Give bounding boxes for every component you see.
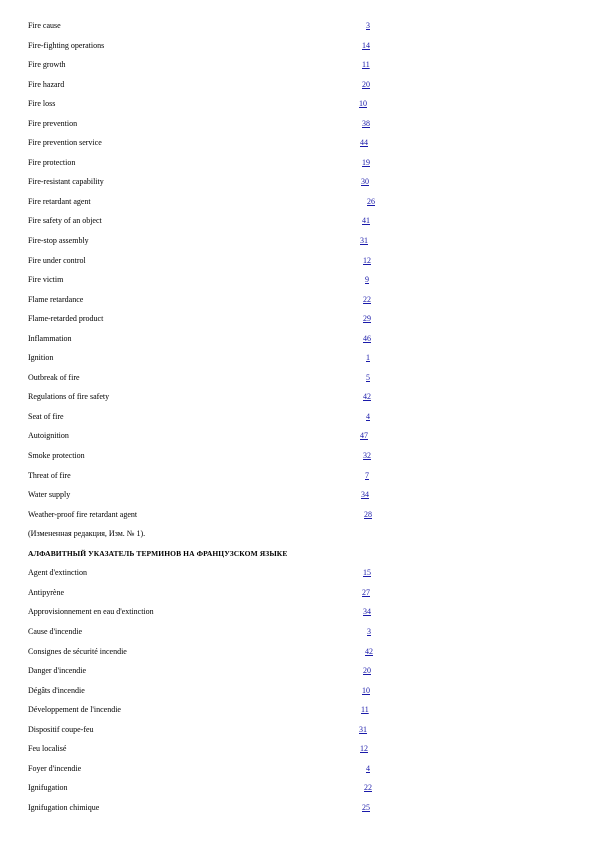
term-number-link[interactable]: 12 xyxy=(360,744,368,754)
index-row-en-16 xyxy=(0,329,595,349)
index-row-en-24 xyxy=(0,485,595,505)
term-number-link[interactable]: 42 xyxy=(363,392,371,402)
index-row-en-20 xyxy=(0,407,595,427)
index-row-fr-10 xyxy=(0,759,595,779)
term-index xyxy=(0,16,595,817)
index-term: Seat of fire xyxy=(28,411,64,421)
term-number-link[interactable]: 42 xyxy=(365,646,373,656)
term-number-link[interactable]: 34 xyxy=(361,490,369,500)
index-term: Consignes de sécurité incendie xyxy=(28,646,127,656)
index-row-fr-12 xyxy=(0,798,595,818)
index-row-fr-9 xyxy=(0,739,595,759)
term-number-link[interactable]: 32 xyxy=(363,451,371,461)
section-heading: АЛФАВИТНЫЙ УКАЗАТЕЛЬ ТЕРМИНОВ НА ФРАНЦУЗСКОМ ЯЗЫКЕ xyxy=(28,548,288,558)
index-term: Inflammation xyxy=(28,333,72,343)
index-term: Ignifugation chimique xyxy=(28,802,100,812)
index-term: Autoignition xyxy=(28,431,69,441)
term-number-link[interactable]: 4 xyxy=(366,763,370,773)
term-number-link[interactable]: 22 xyxy=(364,783,372,793)
index-term: Outbreak of fire xyxy=(28,372,80,382)
index-row-fr-3 xyxy=(0,622,595,642)
index-term: Fire protection xyxy=(28,157,76,167)
index-row-en-2 xyxy=(0,55,595,75)
index-row-en-17 xyxy=(0,348,595,368)
index-row-en-22 xyxy=(0,446,595,466)
term-number-link[interactable]: 31 xyxy=(359,724,367,734)
term-number-link[interactable]: 10 xyxy=(359,99,367,109)
index-row-en-4 xyxy=(0,94,595,114)
index-term: Fire under control xyxy=(28,255,86,265)
term-number-link[interactable]: 11 xyxy=(361,705,369,715)
term-number-link[interactable]: 30 xyxy=(361,177,369,187)
index-term: Regulations of fire safety xyxy=(28,392,110,402)
term-number-link[interactable]: 3 xyxy=(366,21,370,30)
index-row-en-25 xyxy=(0,505,595,525)
term-number-link[interactable]: 11 xyxy=(362,60,370,70)
index-term: Flame-retarded product xyxy=(28,314,104,324)
index-row-en-13 xyxy=(0,270,595,290)
term-number-link[interactable]: 26 xyxy=(367,196,375,206)
index-row-fr-1 xyxy=(0,583,595,603)
index-row-en-10 xyxy=(0,211,595,231)
index-term: Fire-fighting operations xyxy=(28,40,105,50)
term-number-link[interactable]: 34 xyxy=(363,607,371,617)
term-number-link[interactable]: 4 xyxy=(366,411,370,421)
term-number-link[interactable]: 29 xyxy=(363,314,371,324)
index-term: Foyer d'incendie xyxy=(28,763,82,773)
index-term: Fire victim xyxy=(28,275,64,285)
index-term: Antipyrène xyxy=(28,587,64,597)
term-number-link[interactable]: 31 xyxy=(360,236,368,246)
term-number-link[interactable]: 28 xyxy=(364,509,372,519)
index-term: Flame retardance xyxy=(28,294,84,304)
term-number-link[interactable]: 22 xyxy=(363,294,371,304)
term-number-link[interactable]: 46 xyxy=(363,333,371,343)
index-term: Feu localisé xyxy=(28,744,67,754)
index-term: Smoke protection xyxy=(28,451,85,461)
index-row-fr-8 xyxy=(0,720,595,740)
index-term: Weather-proof fire retardant agent xyxy=(28,509,138,519)
index-term: Danger d'incendie xyxy=(28,666,87,676)
index-row-en-11 xyxy=(0,231,595,251)
index-row-en-12 xyxy=(0,251,595,271)
term-number-link[interactable]: 20 xyxy=(362,79,370,89)
index-term: Ignition xyxy=(28,353,54,363)
french-heading-row xyxy=(0,544,595,564)
index-row-en-15 xyxy=(0,309,595,329)
index-term: Fire prevention service xyxy=(28,138,102,148)
index-row-en-1 xyxy=(0,36,595,56)
term-number-link[interactable]: 15 xyxy=(363,568,371,578)
index-term: Développement de l'incendie xyxy=(28,705,121,715)
index-term: Fire prevention xyxy=(28,118,78,128)
index-row-en-6 xyxy=(0,133,595,153)
term-number-link[interactable]: 27 xyxy=(362,587,370,597)
index-row-en-18 xyxy=(0,368,595,388)
amendment-note: (Измененная редакция, Изм. № 1). xyxy=(28,529,146,539)
term-number-link[interactable]: 25 xyxy=(362,802,370,812)
term-number-link[interactable]: 20 xyxy=(363,666,371,676)
index-term: Dispositif coupe-feu xyxy=(28,724,94,734)
index-term: Threat of fire xyxy=(28,470,71,480)
index-row-fr-11 xyxy=(0,778,595,798)
index-row-en-7 xyxy=(0,153,595,173)
term-number-link[interactable]: 44 xyxy=(360,138,368,148)
index-row-en-14 xyxy=(0,290,595,310)
index-term: Fire growth xyxy=(28,60,66,70)
term-number-link[interactable]: 9 xyxy=(365,275,369,285)
index-row-en-21 xyxy=(0,426,595,446)
index-term: Fire-stop assembly xyxy=(28,236,89,246)
term-number-link[interactable]: 47 xyxy=(360,431,368,441)
index-term: Fire cause xyxy=(28,21,61,30)
index-row-en-8 xyxy=(0,172,595,192)
term-number-link[interactable]: 7 xyxy=(365,470,369,480)
index-row-en-3 xyxy=(0,75,595,95)
index-row-en-5 xyxy=(0,114,595,134)
index-row-fr-4 xyxy=(0,642,595,662)
term-number-link[interactable]: 10 xyxy=(362,685,370,695)
term-number-link[interactable]: 5 xyxy=(366,372,370,382)
index-term: Fire loss xyxy=(28,99,56,109)
term-number-link[interactable]: 38 xyxy=(362,118,370,128)
index-row-fr-2 xyxy=(0,602,595,622)
term-number-link[interactable]: 1 xyxy=(366,353,370,363)
index-term: Ignifugation xyxy=(28,783,68,793)
term-number-link[interactable]: 14 xyxy=(362,40,370,50)
index-term: Cause d'incendie xyxy=(28,626,83,636)
term-number-link[interactable]: 12 xyxy=(363,255,371,265)
index-row-fr-6 xyxy=(0,681,595,701)
index-row-fr-0 xyxy=(0,563,595,583)
amendment-row xyxy=(0,524,595,544)
index-term: Approvisionnement en eau d'extinction xyxy=(28,607,154,617)
term-number-link[interactable]: 19 xyxy=(362,157,370,167)
index-term: Water supply xyxy=(28,490,71,500)
index-row-fr-5 xyxy=(0,661,595,681)
index-term: Fire retardant agent xyxy=(28,196,91,206)
index-term: Fire hazard xyxy=(28,79,65,89)
index-row-en-0 xyxy=(0,16,595,36)
term-number-link[interactable]: 41 xyxy=(362,216,370,226)
index-term: Agent d'extinction xyxy=(28,568,87,578)
index-term: Fire safety of an object xyxy=(28,216,102,226)
index-row-fr-7 xyxy=(0,700,595,720)
index-term: Dégâts d'incendie xyxy=(28,685,85,695)
index-row-en-19 xyxy=(0,387,595,407)
term-number-link[interactable]: 3 xyxy=(367,626,371,636)
index-term: Fire-resistant capability xyxy=(28,177,104,187)
index-row-en-23 xyxy=(0,466,595,486)
index-row-en-9 xyxy=(0,192,595,212)
